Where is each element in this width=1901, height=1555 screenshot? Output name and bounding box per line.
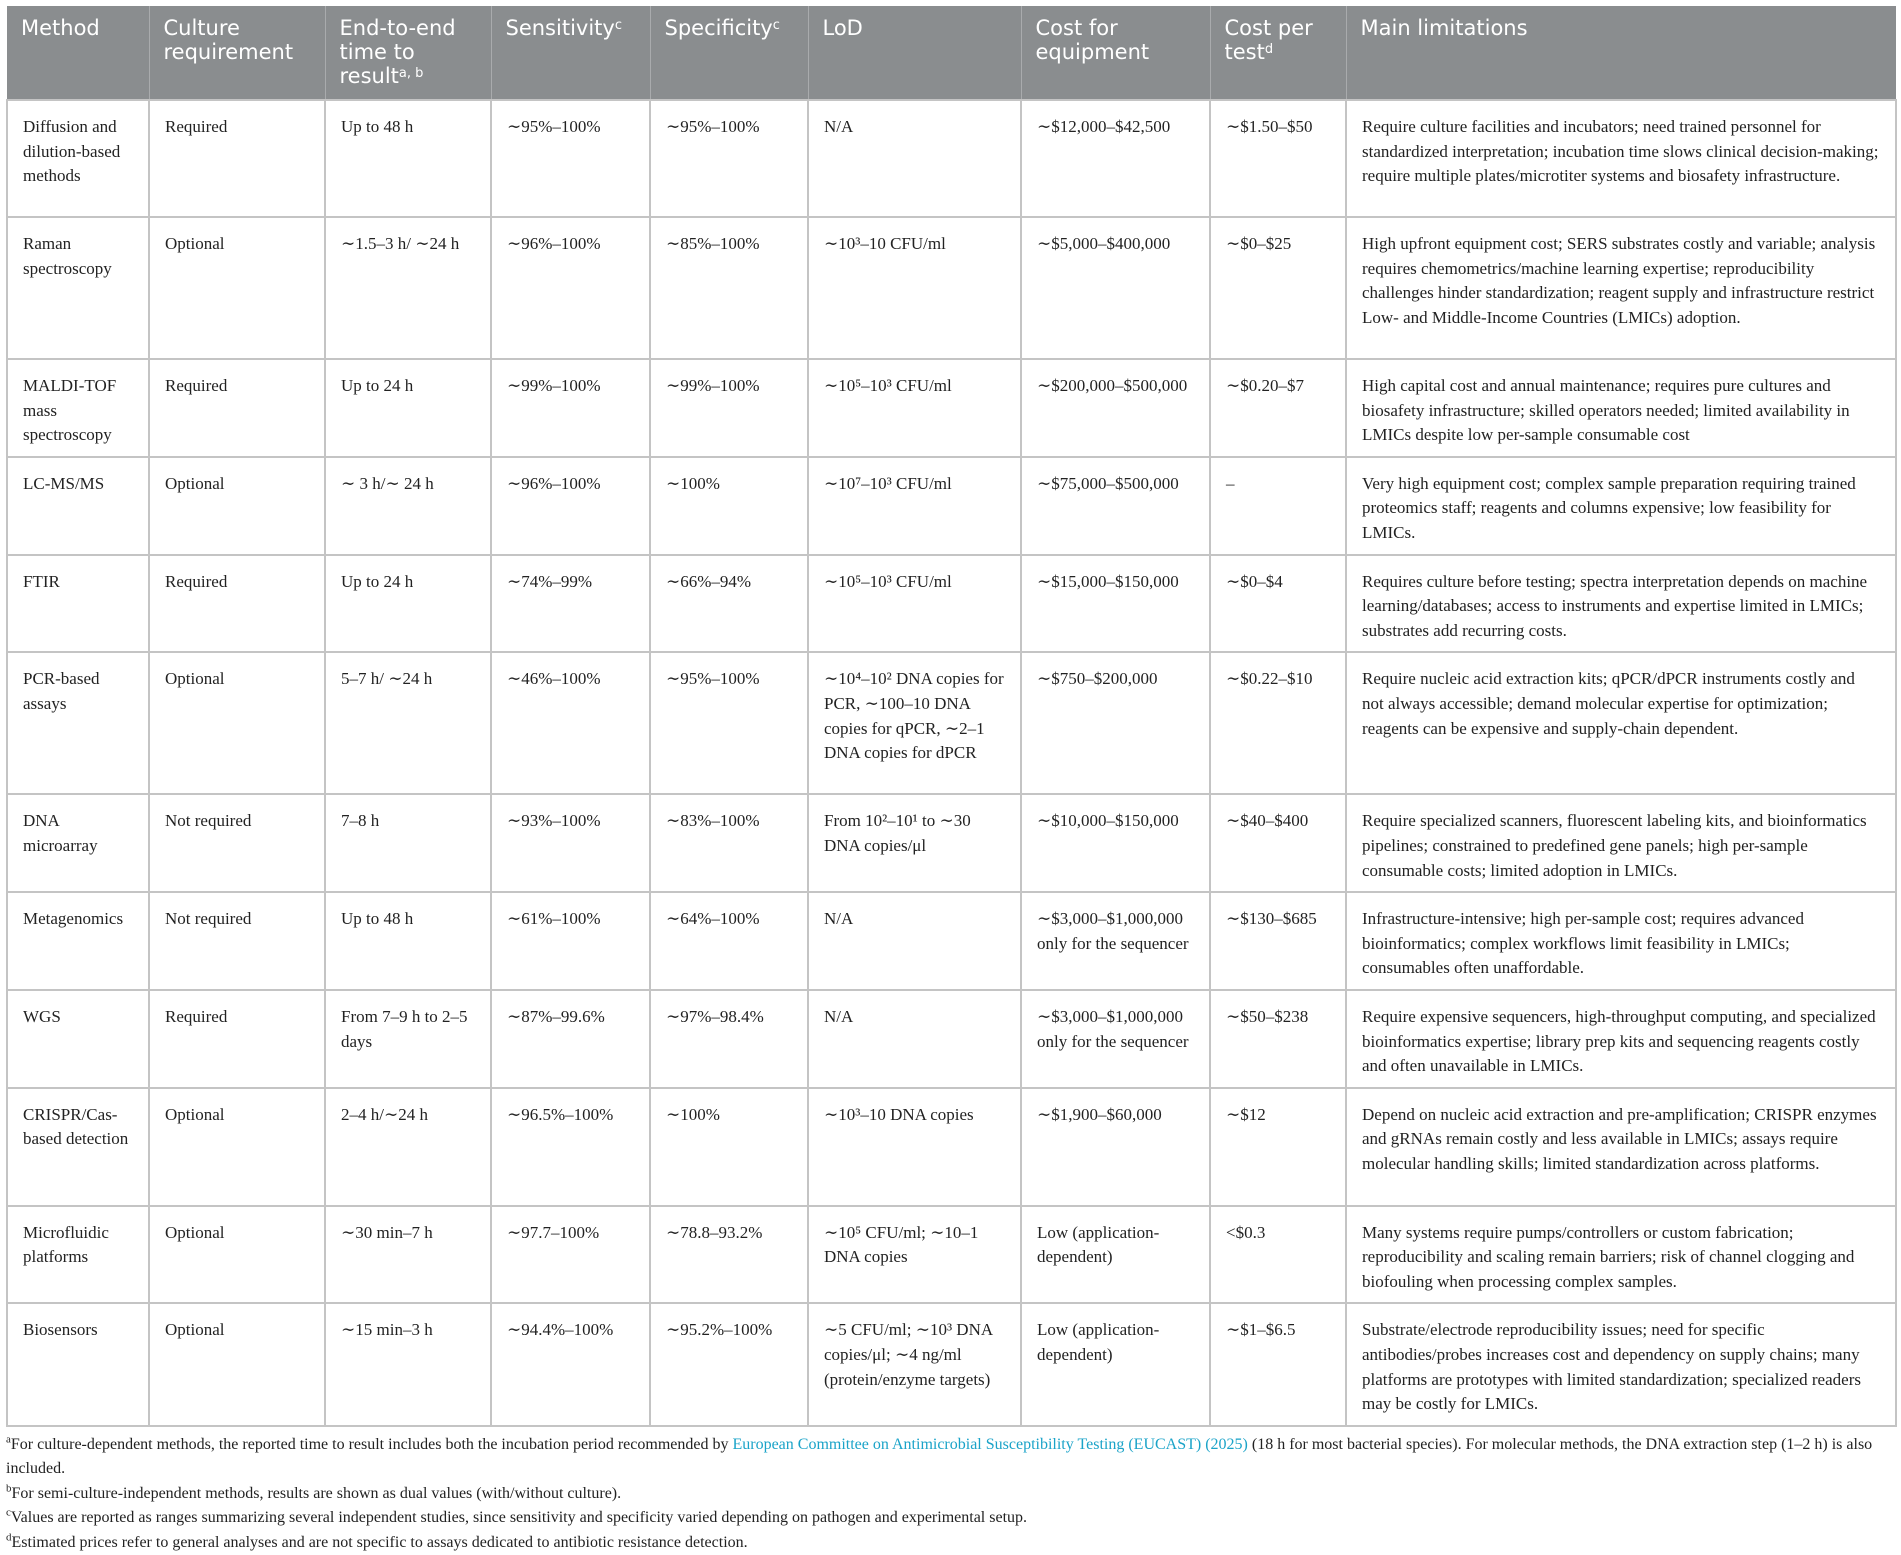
cell-time-to-result: 5–7 h/ ∼24 h (325, 652, 491, 794)
cell-main-limitations: Very high equipment cost; complex sample preparation requiring trained proteomics staff; reagents and columns expensive; low feasibility for LMICs. (1346, 457, 1896, 555)
cell-cost-per-test: ∼$130–$685 (1210, 892, 1346, 990)
table-row (7, 555, 1896, 653)
footnote-text: (18 h for most bacterial species). For molecular methods, the DNA extraction step (1–2 h) is also included. (6, 1435, 1873, 1478)
cell-culture-requirement: Not required (149, 892, 325, 990)
column-header-label: LoD (822, 16, 863, 40)
cell-method: DNA microarray (7, 794, 149, 892)
cell-lod: ∼5 CFU/ml; ∼10³ DNA copies/μl; ∼4 ng/ml (protein/enzyme targets) (808, 1303, 1021, 1425)
table-header (7, 6, 1896, 100)
cell-main-limitations: Require specialized scanners, fluorescent labeling kits, and bioinformatics pipelines; constrained to predefined gene panels; high per-sample consumable costs; limited adoption in LMICs. (1346, 794, 1896, 892)
footnote-mark: b (6, 1482, 12, 1495)
cell-cost-per-test: ∼$12 (1210, 1088, 1346, 1206)
column-header (808, 6, 1021, 100)
comparison-table (6, 6, 1897, 1427)
column-header (7, 6, 149, 100)
cell-culture-requirement: Optional (149, 457, 325, 555)
cell-cost-per-test: – (1210, 457, 1346, 555)
cell-method: PCR-based assays (7, 652, 149, 794)
cell-sensitivity: ∼99%–100% (491, 359, 650, 457)
cell-specificity: ∼66%–94% (650, 555, 808, 653)
cell-cost-per-test: ∼$1.50–$50 (1210, 100, 1346, 217)
cell-cost-equipment: ∼$15,000–$150,000 (1021, 555, 1210, 653)
table-body (7, 100, 1896, 1426)
cell-cost-equipment: ∼$3,000–$1,000,000 only for the sequencer (1021, 990, 1210, 1088)
cell-cost-equipment: ∼$750–$200,000 (1021, 652, 1210, 794)
cell-culture-requirement: Not required (149, 794, 325, 892)
eucast-reference-link[interactable]: European Committee on Antimicrobial Susceptibility Testing (EUCAST) (2025) (732, 1435, 1248, 1453)
cell-cost-equipment: ∼$3,000–$1,000,000 only for the sequencer (1021, 892, 1210, 990)
cell-time-to-result: Up to 24 h (325, 359, 491, 457)
cell-cost-equipment: ∼$12,000–$42,500 (1021, 100, 1210, 217)
header-row (7, 6, 1896, 100)
cell-specificity: ∼64%–100% (650, 892, 808, 990)
cell-cost-equipment: Low (application-dependent) (1021, 1206, 1210, 1304)
cell-time-to-result: From 7–9 h to 2–5 days (325, 990, 491, 1088)
cell-main-limitations: High upfront equipment cost; SERS substrates costly and variable; analysis requires chemometrics/machine learning expertise; reproducibility challenges hinder standardization; reagent supply and infrastructure restrict Low- and Middle-Income Countries (LMICs) adoption. (1346, 217, 1896, 359)
cell-time-to-result: Up to 48 h (325, 892, 491, 990)
column-header (650, 6, 808, 100)
cell-cost-per-test: ∼$0.20–$7 (1210, 359, 1346, 457)
cell-culture-requirement: Required (149, 359, 325, 457)
table-row (7, 457, 1896, 555)
cell-cost-per-test: ∼$1–$6.5 (1210, 1303, 1346, 1425)
cell-sensitivity: ∼96%–100% (491, 217, 650, 359)
cell-culture-requirement: Optional (149, 1088, 325, 1206)
footnote-mark: d (6, 1531, 12, 1544)
cell-cost-per-test: ∼$50–$238 (1210, 990, 1346, 1088)
table-row (7, 1206, 1896, 1304)
footnote-mark: c (772, 18, 780, 33)
footnote-text: For culture-dependent methods, the reported time to result includes both the incubation period recommended by (10, 1435, 733, 1453)
column-header-label: Culture requirement (163, 16, 294, 64)
cell-lod: ∼10⁵ CFU/ml; ∼10–1 DNA copies (808, 1206, 1021, 1304)
footnote-a (6, 1433, 1891, 1482)
cell-culture-requirement: Required (149, 100, 325, 217)
cell-cost-equipment: ∼$5,000–$400,000 (1021, 217, 1210, 359)
cell-cost-per-test: ∼$40–$400 (1210, 794, 1346, 892)
table-row (7, 217, 1896, 359)
cell-culture-requirement: Optional (149, 652, 325, 794)
cell-cost-equipment: Low (application-dependent) (1021, 1303, 1210, 1425)
cell-lod: N/A (808, 892, 1021, 990)
footnote-mark: c (6, 1507, 11, 1520)
cell-culture-requirement: Optional (149, 1303, 325, 1425)
column-header-label: Sensitivity (505, 16, 615, 40)
column-header (1210, 6, 1346, 100)
cell-cost-per-test: ∼$0.22–$10 (1210, 652, 1346, 794)
column-header (149, 6, 325, 100)
cell-cost-equipment: ∼$75,000–$500,000 (1021, 457, 1210, 555)
footnote-c (6, 1506, 1891, 1531)
cell-cost-equipment: ∼$200,000–$500,000 (1021, 359, 1210, 457)
cell-sensitivity: ∼96.5%–100% (491, 1088, 650, 1206)
cell-time-to-result: 7–8 h (325, 794, 491, 892)
column-header-label: Main limitations (1360, 16, 1528, 40)
footnote-mark: a, b (398, 66, 424, 81)
cell-lod: ∼10⁵–10³ CFU/ml (808, 359, 1021, 457)
cell-specificity: ∼95.2%–100% (650, 1303, 808, 1425)
cell-time-to-result: ∼ 3 h/∼ 24 h (325, 457, 491, 555)
cell-sensitivity: ∼61%–100% (491, 892, 650, 990)
cell-lod: ∼10³–10 DNA copies (808, 1088, 1021, 1206)
cell-main-limitations: Require nucleic acid extraction kits; qPCR/dPCR instruments costly and not always accessible; demand molecular expertise for optimization; reagents can be expensive and supply-chain dependent. (1346, 652, 1896, 794)
table-row (7, 100, 1896, 217)
cell-method: MALDI-TOF mass spectroscopy (7, 359, 149, 457)
cell-culture-requirement: Required (149, 990, 325, 1088)
cell-method: FTIR (7, 555, 149, 653)
cell-time-to-result: ∼1.5–3 h/ ∼24 h (325, 217, 491, 359)
cell-culture-requirement: Optional (149, 217, 325, 359)
column-header (325, 6, 491, 100)
column-header (491, 6, 650, 100)
column-header (1021, 6, 1210, 100)
footnote-d (6, 1531, 1891, 1555)
table-row (7, 359, 1896, 457)
cell-time-to-result: ∼30 min–7 h (325, 1206, 491, 1304)
cell-method: Microfluidic platforms (7, 1206, 149, 1304)
cell-lod: From 10²–10¹ to ∼30 DNA copies/μl (808, 794, 1021, 892)
cell-specificity: ∼95%–100% (650, 652, 808, 794)
cell-main-limitations: Infrastructure-intensive; high per-sample cost; requires advanced bioinformatics; complex workflows limit feasibility in LMICs; consumables often unaffordable. (1346, 892, 1896, 990)
cell-sensitivity: ∼94.4%–100% (491, 1303, 650, 1425)
cell-specificity: ∼85%–100% (650, 217, 808, 359)
cell-method: Biosensors (7, 1303, 149, 1425)
column-header-label: Cost for equipment (1035, 16, 1150, 64)
cell-time-to-result: Up to 48 h (325, 100, 491, 217)
cell-cost-equipment: ∼$10,000–$150,000 (1021, 794, 1210, 892)
cell-main-limitations: Require expensive sequencers, high-throughput computing, and specialized bioinformatics expertise; library prep kits and sequencing reagents costly and often unavailable in LMICs. (1346, 990, 1896, 1088)
cell-sensitivity: ∼96%–100% (491, 457, 650, 555)
cell-sensitivity: ∼93%–100% (491, 794, 650, 892)
cell-specificity: ∼78.8–93.2% (650, 1206, 808, 1304)
table-row (7, 892, 1896, 990)
footnote-mark: c (614, 18, 622, 33)
footnote-b (6, 1482, 1891, 1507)
column-header-label: Cost per test (1224, 16, 1313, 64)
table-row (7, 794, 1896, 892)
footnote-text: Estimated prices refer to general analyses and are not specific to assays dedicated to antibiotic resistance detection. (11, 1533, 748, 1551)
cell-lod: N/A (808, 100, 1021, 217)
table-row (7, 1303, 1896, 1425)
cell-sensitivity: ∼46%–100% (491, 652, 650, 794)
cell-specificity: ∼100% (650, 1088, 808, 1206)
cell-sensitivity: ∼97.7–100% (491, 1206, 650, 1304)
cell-sensitivity: ∼74%–99% (491, 555, 650, 653)
cell-main-limitations: Many systems require pumps/controllers or custom fabrication; reproducibility and scaling remain barriers; risk of channel clogging and biofouling when processing complex samples. (1346, 1206, 1896, 1304)
cell-lod: ∼10⁴–10² DNA copies for PCR, ∼100–10 DNA copies for qPCR, ∼2–1 DNA copies for dPCR (808, 652, 1021, 794)
cell-time-to-result: ∼15 min–3 h (325, 1303, 491, 1425)
column-header-label: Specificity (664, 16, 773, 40)
cell-method: LC-MS/MS (7, 457, 149, 555)
footnote-mark: d (1264, 42, 1274, 57)
column-header (1346, 6, 1896, 100)
table-row (7, 990, 1896, 1088)
cell-lod: ∼10³–10 CFU/ml (808, 217, 1021, 359)
column-header-label: Method (21, 16, 100, 40)
cell-method: Diffusion and dilution-based methods (7, 100, 149, 217)
cell-method: CRISPR/Cas-based detection (7, 1088, 149, 1206)
cell-lod: ∼10⁵–10³ CFU/ml (808, 555, 1021, 653)
cell-main-limitations: Requires culture before testing; spectra interpretation depends on machine learning/databases; access to instruments and expertise limited in LMICs; substrates add recurring costs. (1346, 555, 1896, 653)
cell-main-limitations: Substrate/electrode reproducibility issues; need for specific antibodies/probes increases cost and dependency on supply chains; many platforms are prototypes with limited standardization; specialized readers may be costly for LMICs. (1346, 1303, 1896, 1425)
cell-method: WGS (7, 990, 149, 1088)
cell-specificity: ∼100% (650, 457, 808, 555)
cell-main-limitations: Depend on nucleic acid extraction and pre-amplification; CRISPR enzymes and gRNAs remain costly and less available in LMICs; assays require molecular handling skills; limited standardization across platforms. (1346, 1088, 1896, 1206)
table-row (7, 652, 1896, 794)
cell-cost-per-test: ∼$0–$25 (1210, 217, 1346, 359)
footnote-text: For semi-culture-independent methods, results are shown as dual values (with/without culture). (11, 1484, 622, 1502)
cell-method: Metagenomics (7, 892, 149, 990)
footnote-mark: a (6, 1433, 11, 1446)
table-row (7, 1088, 1896, 1206)
cell-time-to-result: 2–4 h/∼24 h (325, 1088, 491, 1206)
cell-sensitivity: ∼87%–99.6% (491, 990, 650, 1088)
cell-cost-equipment: ∼$1,900–$60,000 (1021, 1088, 1210, 1206)
cell-culture-requirement: Required (149, 555, 325, 653)
cell-specificity: ∼83%–100% (650, 794, 808, 892)
cell-sensitivity: ∼95%–100% (491, 100, 650, 217)
cell-culture-requirement: Optional (149, 1206, 325, 1304)
cell-cost-per-test: ∼$0–$4 (1210, 555, 1346, 653)
cell-method: Raman spectroscopy (7, 217, 149, 359)
cell-lod: ∼10⁷–10³ CFU/ml (808, 457, 1021, 555)
cell-main-limitations: High capital cost and annual maintenance; requires pure cultures and biosafety infrastructure; skilled operators needed; limited availability in LMICs despite low per-sample consumable cost (1346, 359, 1896, 457)
cell-specificity: ∼95%–100% (650, 100, 808, 217)
footnote-text: Values are reported as ranges summarizing several independent studies, since sensitivity and specificity varied depending on pathogen and experimental setup. (10, 1509, 1028, 1527)
cell-specificity: ∼97%–98.4% (650, 990, 808, 1088)
cell-lod: N/A (808, 990, 1021, 1088)
cell-time-to-result: Up to 24 h (325, 555, 491, 653)
column-header-label: End-to-end time to result (339, 16, 456, 88)
cell-cost-per-test: <$0.3 (1210, 1206, 1346, 1304)
footnotes (6, 1433, 1891, 1555)
cell-specificity: ∼99%–100% (650, 359, 808, 457)
cell-main-limitations: Require culture facilities and incubators; need trained personnel for standardized interpretation; incubation time slows clinical decision-making; require multiple plates/microtiter systems and biosafety infrastructure. (1346, 100, 1896, 217)
